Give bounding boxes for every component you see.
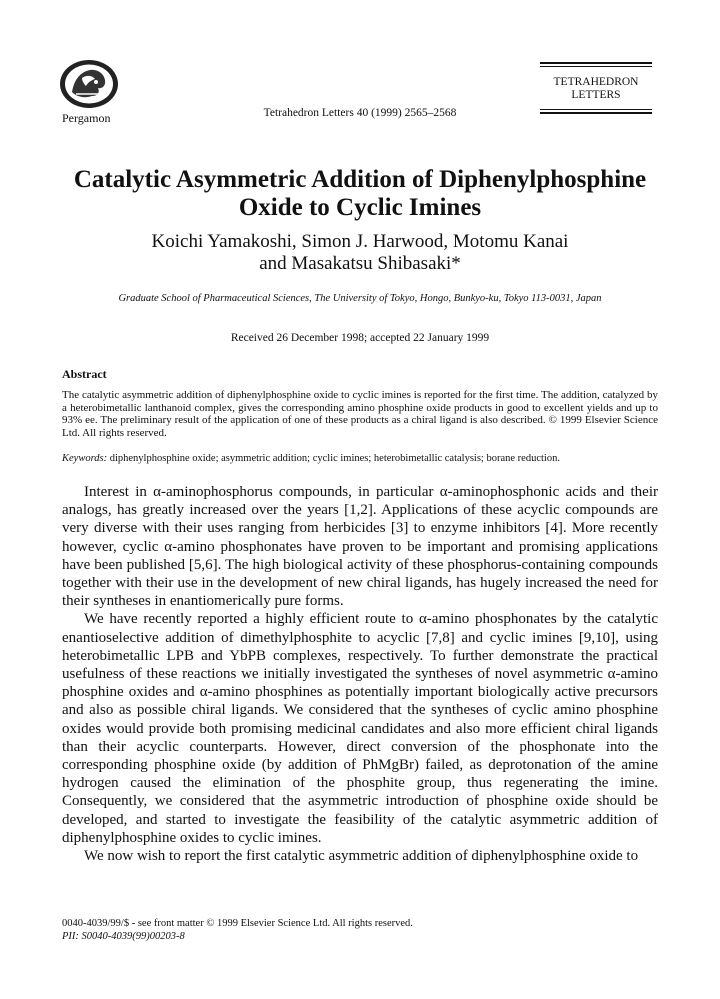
journal-name-line2: LETTERS [571, 89, 621, 101]
abstract-text: The catalytic asymmetric addition of diphenylphosphine oxide to cyclic imines is reported for the first time. The addition, catalyzed by a heterobimetallic lanthanoid complex, gives the corresponding amino phosphine oxide products in good to excellent yields and up to 93% ee. The preliminary result of the application of one of these products as a chiral ligand is also described. © 1999 Elsevier Science Ltd. All rights reserved. [62, 389, 658, 439]
keywords-label: Keywords: [62, 453, 108, 464]
body-paragraph-2: We have recently reported a highly efficient route to α-amino phosphonates by the catalytic enantioselective addition of dimethylphosphite to acyclic [7,8] and cyclic imines [9,10], using heterobimetallic LPB and YbPB complexes, respectively. To further demonstrate the practical usefulness of these reactions we initially investigated the syntheses of novel asymmetric α-amino phosphine oxides and α-amino phosphines as potentially important biologically active precursors and also as possible chiral ligands. We considered that the syntheses of cyclic amino phosphine oxides would provide both promising medicinal candidates and also more efficient chiral ligands than their acyclic counterparts. However, direct conversion of the phosphonate into the corresponding phosphine oxide (by addition of PhMgBr) failed, as deprotonation of the amine hydrogen caused the elimination of the phosphite group, thus regenerating the imine. Consequently, we considered that the asymmetric introduction of phosphine oxide should be developed, and started to investigate the feasibility of the catalytic asymmetric addition of diphenylphosphine oxides to cyclic imines. [62, 611, 658, 846]
authors-line1: Koichi Yamakoshi, Simon J. Harwood, Motomu Kanai [151, 231, 569, 252]
abstract-heading: Abstract [62, 367, 107, 381]
bottom-rule [540, 112, 652, 114]
footer [62, 917, 413, 943]
pii-line: PII: S0040-4039(99)00203-8 [62, 931, 185, 942]
title-line1: Catalytic Asymmetric Addition of Diphenylphosphine [73, 166, 647, 193]
publisher-name: Pergamon [62, 111, 111, 125]
body-paragraph-3: We now wish to report the first catalytic asymmetric addition of diphenylphosphine oxide to [84, 848, 639, 865]
article-title [60, 166, 660, 222]
copyright-line: 0040-4039/99/$ - see front matter © 1999 Elsevier Science Ltd. All rights reserved. [62, 918, 413, 929]
affiliation: Graduate School of Pharmaceutical Sciences, The University of Tokyo, Hongo, Bunkyo-ku, Tokyo 113-0031, Japan [118, 293, 602, 304]
keywords-list: diphenylphosphine oxide; asymmetric addition; cyclic imines; heterobimetallic catalysis; borane reduction. [109, 453, 560, 464]
publisher-logo-icon [58, 58, 120, 110]
keywords [62, 453, 658, 464]
journal-citation: Tetrahedron Letters 40 (1999) 2565–2568 [263, 107, 457, 119]
title-line2: Oxide to Cyclic Imines [238, 194, 482, 221]
received-dates: Received 26 December 1998; accepted 22 January 1999 [230, 332, 490, 344]
body-text [62, 483, 658, 865]
journal-name [540, 76, 652, 102]
authors-line2: and Masakatsu Shibasaki* [259, 253, 461, 274]
journal-name-box [540, 62, 652, 116]
author-list [60, 231, 660, 275]
top-rule [540, 62, 652, 64]
body-paragraph-1: Interest in α-aminophosphorus compounds, in particular α-aminophosphonic acids and their analogs, has greatly increased over the years [1,2]. Applications of these acyclic compounds are very diverse with their uses ranging from herbicides [3] to enzyme inhibitors [4]. More recently however, cyclic α-amino phosphonates have proven to be important and promising applications have been published [5,6]. The high biological activity of these phosphorus-containing compounds together with their use in the development of new chiral ligands, has hugely increased the need for their syntheses in enantiomerically pure forms. [62, 484, 658, 610]
top-rule-thin [540, 66, 652, 67]
bottom-rule-thin [540, 109, 652, 110]
journal-name-line1: TETRAHEDRON [553, 76, 639, 88]
